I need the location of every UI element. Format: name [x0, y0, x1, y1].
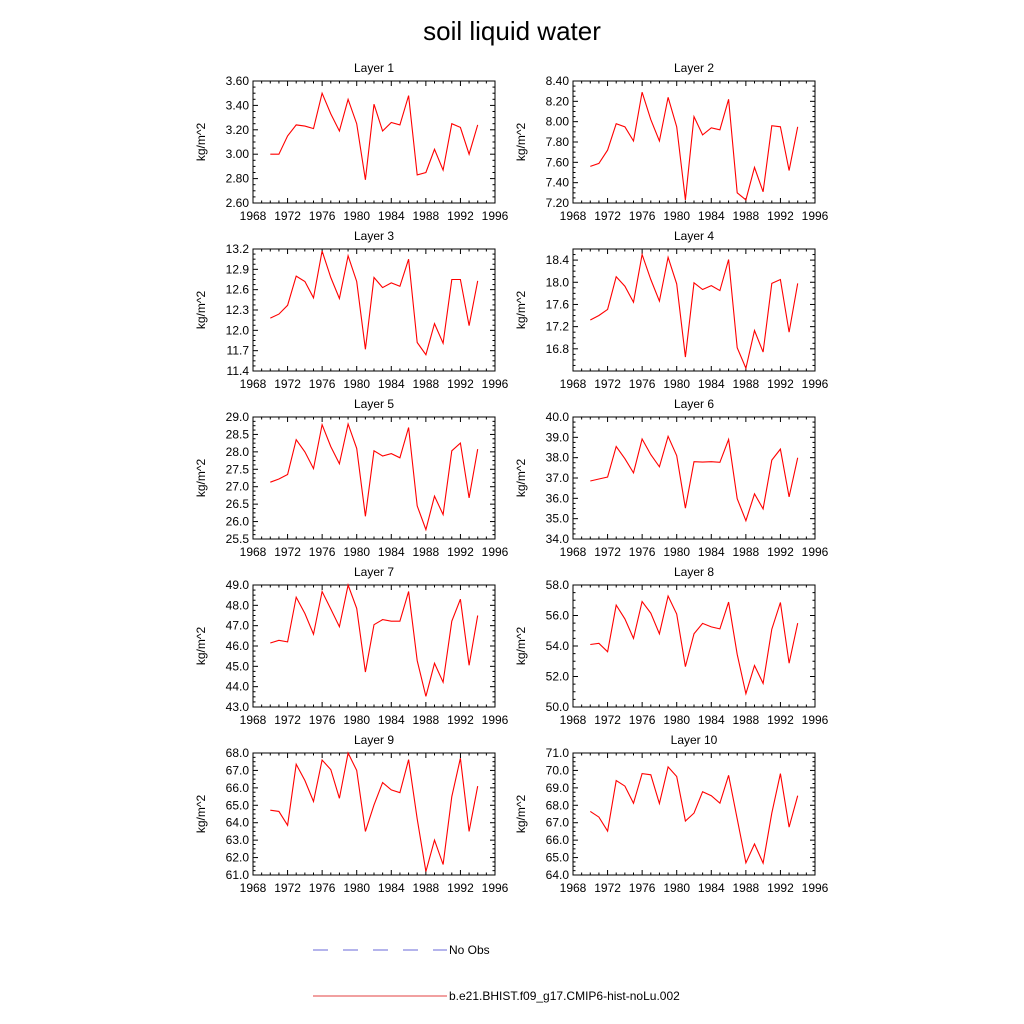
chart-3-ytick-label: 12.0: [225, 323, 249, 338]
chart-4-ytick-label: 18.4: [545, 253, 569, 268]
chart-5-ytick-label: 26.0: [225, 514, 249, 529]
chart-4-frame: [573, 249, 815, 371]
chart-1-ytick-label: 3.20: [225, 122, 249, 137]
chart-1-xtick-label: 1992: [447, 209, 474, 223]
chart-3-xtick-label: 1980: [343, 377, 371, 391]
chart-8-xtick-label: 1992: [767, 713, 794, 727]
chart-8-xtick-label: 1976: [628, 713, 656, 727]
chart-9-ylabel: kg/m^2: [194, 794, 208, 834]
chart-8-ytick-label: 56.0: [545, 608, 569, 623]
chart-2-ytick-label: 8.40: [545, 74, 569, 88]
chart-8-ylabel: kg/m^2: [514, 626, 528, 666]
chart-5-xtick-label: 1988: [412, 545, 440, 559]
chart-2-xtick-label: 1984: [697, 209, 725, 223]
chart-1-title: Layer 1: [353, 61, 395, 75]
chart-10-ytick-label: 65.0: [545, 850, 569, 865]
chart-9-ytick-label: 61.0: [225, 868, 249, 882]
chart-9-ytick-label: 62.0: [225, 850, 249, 865]
chart-7-ytick-label: 45.0: [225, 659, 249, 674]
chart-10-xtick-label: 1988: [732, 881, 760, 895]
chart-4-xtick-label: 1968: [559, 377, 587, 391]
chart-1-xtick-label: 1984: [377, 209, 405, 223]
chart-1-ytick-label: 3.60: [225, 74, 249, 88]
chart-5-title: Layer 5: [353, 397, 395, 411]
chart-3-xtick-label: 1976: [308, 377, 336, 391]
chart-2-xtick-label: 1980: [663, 209, 691, 223]
chart-2-ytick-label: 7.20: [545, 196, 569, 210]
chart-7-ytick-label: 43.0: [225, 700, 249, 714]
chart-2-ytick-label: 7.40: [545, 175, 569, 190]
chart-6-ytick-label: 39.0: [545, 430, 569, 445]
chart-5-ylabel: kg/m^2: [194, 458, 208, 498]
chart-3-frame: [253, 249, 495, 371]
chart-6-xtick-label: 1968: [559, 545, 587, 559]
chart-3-ytick-label: 12.3: [225, 303, 249, 317]
chart-6-xtick-label: 1972: [594, 545, 621, 559]
chart-6-xtick-label: 1988: [732, 545, 760, 559]
chart-7-ytick-label: 47.0: [225, 618, 249, 633]
chart-8-series-1-line: [590, 596, 797, 694]
chart-8-xtick-label: 1984: [697, 713, 725, 727]
chart-7-xtick-label: 1980: [343, 713, 371, 727]
chart-9-ytick-label: 63.0: [225, 833, 249, 848]
chart-3-xtick-label: 1988: [412, 377, 440, 391]
chart-2-xtick-label: 1996: [801, 209, 829, 223]
chart-8-frame: [573, 585, 815, 707]
chart-6-ytick-label: 36.0: [545, 491, 569, 506]
chart-9-xtick-label: 1980: [343, 881, 371, 895]
chart-2-title: Layer 2: [673, 61, 715, 75]
chart-6-xtick-label: 1992: [767, 545, 794, 559]
chart-4-ytick-label: 18.0: [545, 275, 569, 290]
chart-4-xtick-label: 1980: [663, 377, 691, 391]
chart-4-series-1-line: [590, 255, 797, 369]
chart-5-xtick-label: 1972: [274, 545, 301, 559]
chart-9-xtick-label: 1992: [447, 881, 474, 895]
chart-4-title: Layer 4: [673, 229, 715, 243]
chart-1-xtick-label: 1976: [308, 209, 336, 223]
chart-9-ytick-label: 65.0: [225, 798, 249, 813]
chart-3-ytick-label: 11.4: [226, 364, 249, 378]
chart-5-ytick-label: 27.5: [225, 462, 249, 477]
chart-10-ytick-label: 68.0: [545, 798, 569, 813]
chart-6-ytick-label: 37.0: [545, 471, 569, 485]
chart-1-xtick-label: 1996: [481, 209, 509, 223]
chart-5-xtick-label: 1968: [239, 545, 267, 559]
chart-6-xtick-label: 1996: [801, 545, 829, 559]
chart-7-ytick-label: 48.0: [225, 598, 249, 613]
chart-1-ytick-label: 3.40: [225, 98, 249, 113]
chart-6-xtick-label: 1980: [663, 545, 691, 559]
chart-1-ytick-label: 2.80: [225, 171, 249, 186]
chart-2-ytick-label: 7.60: [545, 155, 569, 170]
chart-5-ytick-label: 26.5: [225, 497, 249, 512]
chart-7-xtick-label: 1992: [447, 713, 474, 727]
chart-7-xtick-label: 1976: [308, 713, 336, 727]
chart-2-ylabel: kg/m^2: [514, 122, 528, 162]
chart-6-ytick-label: 34.0: [545, 532, 569, 546]
chart-8-xtick-label: 1968: [559, 713, 587, 727]
chart-2-ytick-label: 8.00: [545, 114, 569, 129]
chart-4: [514, 229, 829, 391]
chart-10-series-1-line: [590, 767, 797, 863]
chart-2-series-1-line: [590, 92, 797, 200]
chart-8-ytick-label: 50.0: [545, 700, 569, 714]
figure-title: soil liquid water: [423, 16, 601, 46]
chart-7-xtick-label: 1988: [412, 713, 440, 727]
chart-1-xtick-label: 1972: [274, 209, 301, 223]
chart-6-frame: [573, 417, 815, 539]
chart-9-xtick-label: 1972: [274, 881, 301, 895]
chart-7-ytick-label: 49.0: [225, 578, 249, 592]
chart-10-frame: [573, 753, 815, 875]
chart-5-xtick-label: 1992: [447, 545, 474, 559]
chart-10-title: Layer 10: [670, 733, 718, 747]
chart-3-ylabel: kg/m^2: [194, 290, 208, 330]
chart-5-ytick-label: 28.5: [225, 427, 249, 442]
chart-1-xtick-label: 1980: [343, 209, 371, 223]
chart-10-ylabel: kg/m^2: [514, 794, 528, 834]
chart-8-xtick-label: 1980: [663, 713, 691, 727]
chart-8-title: Layer 8: [673, 565, 715, 579]
chart-9-series-1-line: [270, 753, 477, 872]
chart-1-ytick-label: 3.00: [225, 147, 249, 162]
chart-2-ytick-label: 7.80: [545, 135, 569, 149]
chart-7-ylabel: kg/m^2: [194, 626, 208, 666]
chart-3-title: Layer 3: [353, 229, 395, 243]
chart-4-xtick-label: 1976: [628, 377, 656, 391]
chart-3-ytick-label: 13.2: [225, 242, 249, 256]
chart-9-ytick-label: 64.0: [225, 815, 249, 830]
chart-4-xtick-label: 1972: [594, 377, 621, 391]
chart-8-xtick-label: 1972: [594, 713, 621, 727]
chart-1-xtick-label: 1988: [412, 209, 440, 223]
chart-2-xtick-label: 1972: [594, 209, 621, 223]
chart-8-ytick-label: 54.0: [545, 639, 569, 653]
chart-9-xtick-label: 1988: [412, 881, 440, 895]
chart-2-xtick-label: 1988: [732, 209, 760, 223]
chart-7-series-1-line: [270, 585, 477, 696]
chart-3-xtick-label: 1968: [239, 377, 267, 391]
chart-9-title: Layer 9: [353, 733, 395, 747]
chart-9-ytick-label: 67.0: [225, 763, 249, 778]
chart-9: [194, 733, 509, 895]
chart-8-ytick-label: 52.0: [545, 669, 569, 684]
chart-10: [514, 733, 829, 895]
chart-7-xtick-label: 1968: [239, 713, 267, 727]
chart-7-ytick-label: 44.0: [225, 679, 249, 694]
chart-2: [514, 61, 829, 223]
chart-7-title: Layer 7: [353, 565, 395, 579]
chart-10-ytick-label: 70.0: [545, 763, 569, 778]
chart-5-ytick-label: 27.0: [225, 479, 249, 494]
chart-8-ytick-label: 58.0: [545, 578, 569, 592]
chart-4-xtick-label: 1988: [732, 377, 760, 391]
chart-5-ytick-label: 25.5: [225, 532, 249, 546]
chart-3-ytick-label: 12.6: [225, 282, 249, 297]
chart-9-xtick-label: 1984: [377, 881, 405, 895]
chart-5-frame: [253, 417, 495, 539]
chart-10-xtick-label: 1980: [663, 881, 691, 895]
chart-7-xtick-label: 1996: [481, 713, 509, 727]
chart-10-ytick-label: 64.0: [545, 868, 569, 882]
chart-5-series-1-line: [270, 424, 477, 530]
legend: [313, 943, 680, 1003]
chart-9-xtick-label: 1976: [308, 881, 336, 895]
chart-10-xtick-label: 1972: [594, 881, 621, 895]
chart-6-series-1-line: [590, 436, 797, 520]
chart-6: [514, 397, 829, 559]
chart-2-xtick-label: 1976: [628, 209, 656, 223]
chart-1-xtick-label: 1968: [239, 209, 267, 223]
chart-10-ytick-label: 66.0: [545, 833, 569, 848]
chart-1-series-1-line: [270, 93, 477, 180]
chart-10-xtick-label: 1976: [628, 881, 656, 895]
chart-3-series-1-line: [270, 251, 477, 355]
legend-model-label: b.e21.BHIST.f09_g17.CMIP6-hist-noLu.002: [449, 989, 680, 1003]
chart-10-xtick-label: 1984: [697, 881, 725, 895]
chart-5-xtick-label: 1980: [343, 545, 371, 559]
chart-6-ylabel: kg/m^2: [514, 458, 528, 498]
chart-7: [194, 565, 509, 727]
chart-3-ytick-label: 11.7: [226, 343, 249, 358]
chart-1-frame: [253, 81, 495, 203]
chart-4-ytick-label: 16.8: [545, 341, 569, 356]
chart-5-xtick-label: 1976: [308, 545, 336, 559]
chart-4-xtick-label: 1996: [801, 377, 829, 391]
chart-2-xtick-label: 1992: [767, 209, 794, 223]
chart-6-xtick-label: 1976: [628, 545, 656, 559]
chart-10-xtick-label: 1996: [801, 881, 829, 895]
chart-7-xtick-label: 1984: [377, 713, 405, 727]
chart-5-ytick-label: 29.0: [225, 410, 249, 424]
chart-7-xtick-label: 1972: [274, 713, 301, 727]
chart-5-xtick-label: 1996: [481, 545, 509, 559]
chart-3-xtick-label: 1984: [377, 377, 405, 391]
chart-1: [194, 61, 509, 223]
chart-10-ytick-label: 69.0: [545, 780, 569, 795]
chart-9-ytick-label: 68.0: [225, 746, 249, 760]
chart-5: [194, 397, 509, 559]
chart-9-ytick-label: 66.0: [225, 780, 249, 795]
chart-8: [514, 565, 829, 727]
chart-1-ytick-label: 2.60: [225, 196, 249, 210]
chart-6-ytick-label: 40.0: [545, 410, 569, 424]
chart-3-xtick-label: 1996: [481, 377, 509, 391]
chart-2-xtick-label: 1968: [559, 209, 587, 223]
chart-1-ylabel: kg/m^2: [194, 122, 208, 162]
chart-4-ytick-label: 17.2: [545, 319, 569, 334]
chart-7-ytick-label: 46.0: [225, 639, 249, 653]
chart-5-ytick-label: 28.0: [225, 444, 249, 459]
chart-9-xtick-label: 1996: [481, 881, 509, 895]
chart-6-xtick-label: 1984: [697, 545, 725, 559]
chart-10-ytick-label: 71.0: [545, 746, 569, 760]
chart-8-xtick-label: 1988: [732, 713, 760, 727]
chart-4-xtick-label: 1992: [767, 377, 794, 391]
chart-10-ytick-label: 67.0: [545, 815, 569, 830]
chart-3-xtick-label: 1992: [447, 377, 474, 391]
panels: [194, 61, 829, 895]
chart-10-xtick-label: 1992: [767, 881, 794, 895]
chart-6-ytick-label: 35.0: [545, 511, 569, 526]
chart-2-frame: [573, 81, 815, 203]
chart-5-xtick-label: 1984: [377, 545, 405, 559]
chart-3: [194, 229, 509, 391]
chart-8-xtick-label: 1996: [801, 713, 829, 727]
chart-10-xtick-label: 1968: [559, 881, 587, 895]
chart-4-ytick-label: 17.6: [545, 297, 569, 312]
chart-3-xtick-label: 1972: [274, 377, 301, 391]
chart-2-ytick-label: 8.20: [545, 94, 569, 109]
chart-9-xtick-label: 1968: [239, 881, 267, 895]
chart-4-xtick-label: 1984: [697, 377, 725, 391]
legend-no-obs-label: No Obs: [449, 943, 490, 957]
chart-4-ylabel: kg/m^2: [514, 290, 528, 330]
chart-6-ytick-label: 38.0: [545, 450, 569, 465]
chart-6-title: Layer 6: [673, 397, 715, 411]
chart-3-ytick-label: 12.9: [225, 262, 249, 277]
